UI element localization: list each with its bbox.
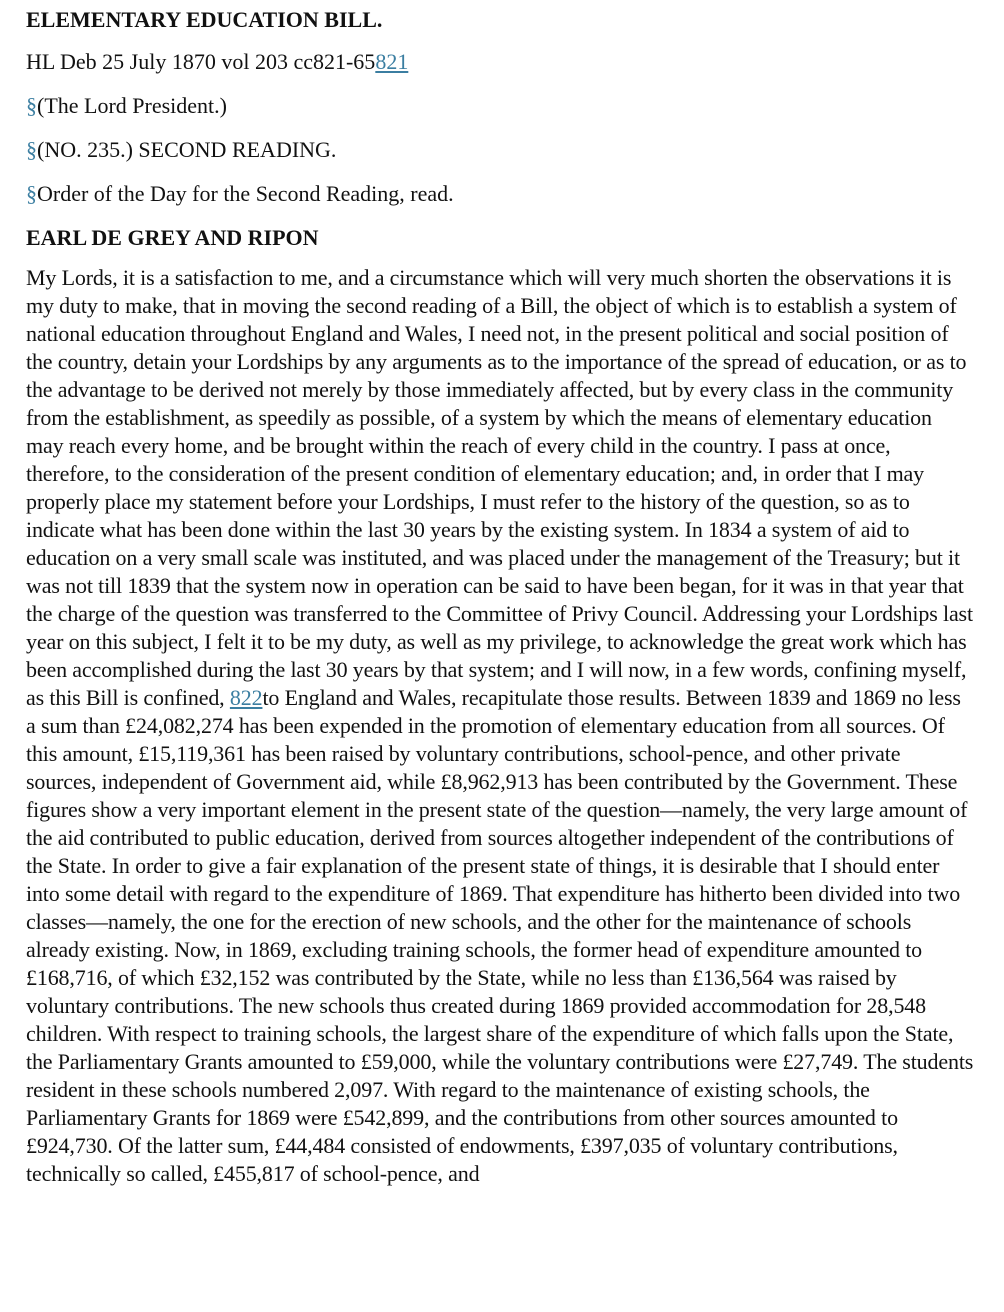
- speaker-name: EARL DE GREY AND RIPON: [26, 225, 319, 250]
- section-marker-link[interactable]: §: [26, 93, 37, 118]
- column-link-821[interactable]: 821: [375, 49, 409, 74]
- section-marker-link[interactable]: §: [26, 137, 37, 162]
- speech-text-part2: to England and Wales, recapitulate those results. Between 1839 and 1869 no less a sum than £24,082,274 has been expended in the promotion of elementary education from all sources. Of this amount, £15,119,361 has been raised by voluntary contributions, school-pence, and other private sources, independent of Government aid, while £8,962,913 has been contributed by the Government. These figures show a very important element in the present state of the question—namely, the very large amount of the aid contributed to public education, derived from sources altogether independent of the contributions of the State. In order to give a fair explanation of the present state of things, it is desirable that I should enter into some detail with regard to the expenditure of 1869. That expenditure has hitherto been divided into two classes—namely, the one for the erection of new schools, and the other for the maintenance of schools already existing. Now, in 1869, excluding training schools, the former head of expenditure amounted to £168,716, of which £32,152 was contributed by the State, while no less than £136,564 was raised by voluntary contributions. The new schools thus created during 1869 provided accommodation for 28,548 children. With respect to training schools, the largest share of the expenditure of which falls upon the State, the Parliamentary Grants amounted to £59,000, while the voluntary contributions were £27,749. The students resident in these schools numbered 2,097. With regard to the maintenance of existing schools, the Parliamentary Grants for 1869 were £542,899, and the contributions from other sources amounted to £924,730. Of the latter sum, £44,484 consisted of endowments, £397,035 of voluntary contributions, technically so called, £455,817 of school-pence, and: [26, 685, 974, 1186]
- procedural-line-second-reading: [26, 136, 974, 164]
- section-marker-link[interactable]: §: [26, 181, 37, 206]
- speech-paragraph: [26, 264, 974, 1188]
- citation-line: [26, 48, 974, 76]
- speech-text-part1: My Lords, it is a satisfaction to me, and a circumstance which will very much shorten the observations it is my duty to make, that in moving the second reading of a Bill, the object of which is to establish a system of national education throughout England and Wales, I need not, in the present political and social position of the country, detain your Lordships by any arguments as to the importance of the spread of education, or as to the advantage to be derived not merely by those immediately affected, but by every class in the community from the establishment, as speedily as possible, of a system by which the means of elementary education may reach every home, and be brought within the reach of every child in the country. I pass at once, therefore, to the consideration of the present condition of elementary education; and, in order that I may properly place my statement before your Lordships, I must refer to the history of the question, so as to indicate what has been done within the last 30 years by the existing system. In 1834 a system of aid to education on a very small scale was instituted, and was placed under the management of the Treasury; but it was not till 1839 that the system now in operation can be said to have been began, for it was in that year that the charge of the question was transferred to the Committee of Privy Council. Addressing your Lordships last year on this subject, I felt it to be my duty, as well as my privilege, to acknowledge the great work which has been accomplished during the last 30 years by that system; and I will now, in a few words, confining myself, as this Bill is confined,: [26, 265, 973, 710]
- procedural-text: (NO. 235.) SECOND READING.: [37, 137, 337, 162]
- document-title: ELEMENTARY EDUCATION BILL.: [26, 7, 383, 32]
- procedural-line-order-of-day: [26, 180, 974, 208]
- procedural-text: Order of the Day for the Second Reading, read.: [37, 181, 454, 206]
- procedural-text: (The Lord President.): [37, 93, 227, 118]
- citation-text: HL Deb 25 July 1870 vol 203 cc821-65: [26, 49, 376, 74]
- column-link-822[interactable]: 822: [229, 685, 263, 710]
- procedural-line-lord-president: [26, 92, 974, 120]
